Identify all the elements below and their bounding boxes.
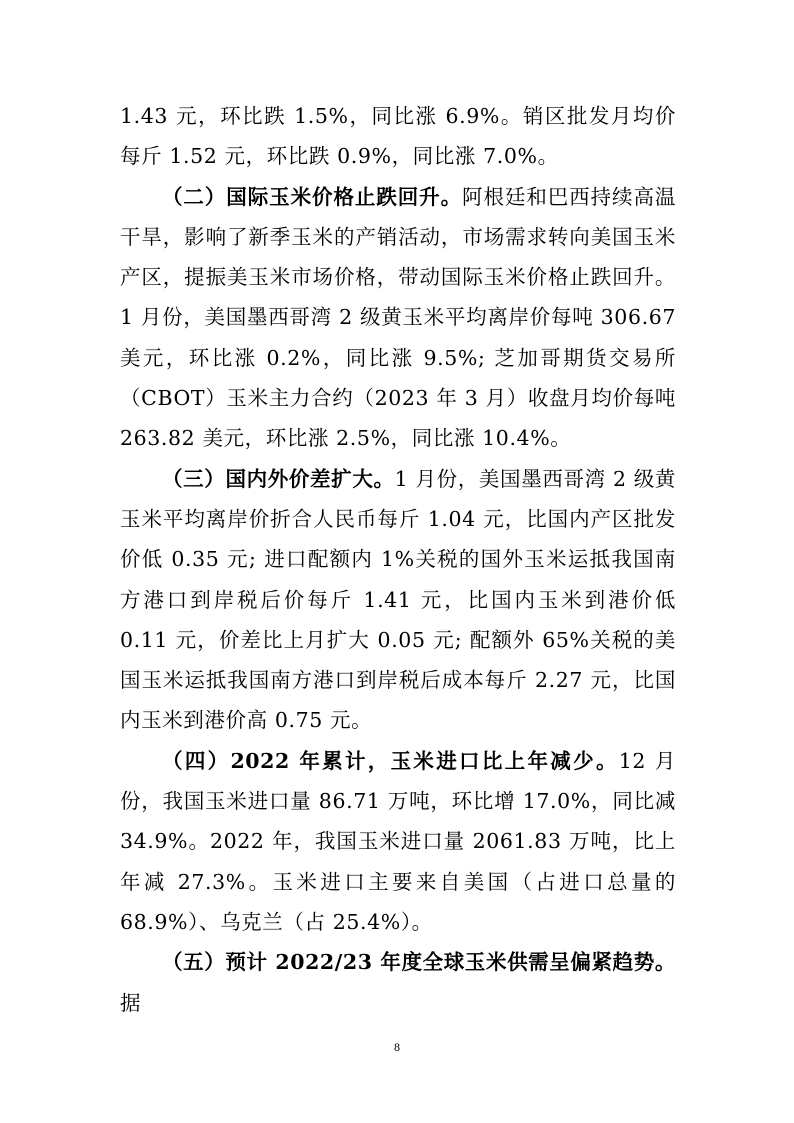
section-heading-4: （四）2022 年累计，玉米进口比上年减少。 (162, 748, 619, 773)
body-text (120, 96, 676, 1023)
paragraph-2 (120, 177, 676, 459)
paragraph-4 (120, 741, 676, 942)
section-heading-2: （二）国际玉米价格止跌回升。 (162, 184, 463, 209)
paragraph-4-text: 12 月份，我国玉米进口量 86.71 万吨，环比增 17.0%，同比减 34.9%。2022 年，我国玉米进口量 2061.83 万吨，比上年减 27.3%。玉米进口主要来自美国（占进口总量的 68.9%）、乌克兰（占 25.4%）。 (120, 748, 676, 934)
paragraph-3 (120, 459, 676, 741)
page-number: 8 (394, 1040, 400, 1054)
paragraph-1-text: 1.43 元，环比跌 1.5%，同比涨 6.9%。销区批发月均价每斤 1.52 元，环比跌 0.9%，同比涨 7.0%。 (120, 104, 676, 169)
paragraph-2-text: 阿根廷和巴西持续高温干旱，影响了新季玉米的产销活动，市场需求转向美国玉米产区，提振美玉米市场价格，带动国际玉米价格止跌回升。1 月份，美国墨西哥湾 2 级黄玉米平均离岸价每吨 306.67 美元，环比涨 0.2%，同比涨 9.5%; 芝加哥期货交易所（CBOT）玉米主力合约（2023 年 3 月）收盘月均价每吨 263.82 美元，环比涨 2.5%，同比涨 10.4%。 (120, 184, 677, 451)
paragraph-1 (120, 96, 676, 177)
section-heading-5: （五）预计 2022/23 年度全球玉米供需呈偏紧趋势。 (162, 950, 676, 975)
paragraph-5-text: 据 (120, 990, 142, 1015)
paragraph-5 (120, 942, 676, 1023)
paragraph-3-text: 1 月份，美国墨西哥湾 2 级黄玉米平均离岸价折合人民币每斤 1.04 元，比国内产区批发价低 0.35 元; 进口配额内 1%关税的国外玉米运抵我国南方港口到岸税后价每斤 1.41 元，比国内玉米到港价低 0.11 元，价差比上月扩大 0.05 元; 配额外 65%关税的美国玉米运抵我国南方港口到岸税后成本每斤 2.27 元，比国内玉米到港价高 0.75 元。 (120, 466, 677, 733)
section-heading-3: （三）国内外价差扩大。 (162, 466, 395, 491)
